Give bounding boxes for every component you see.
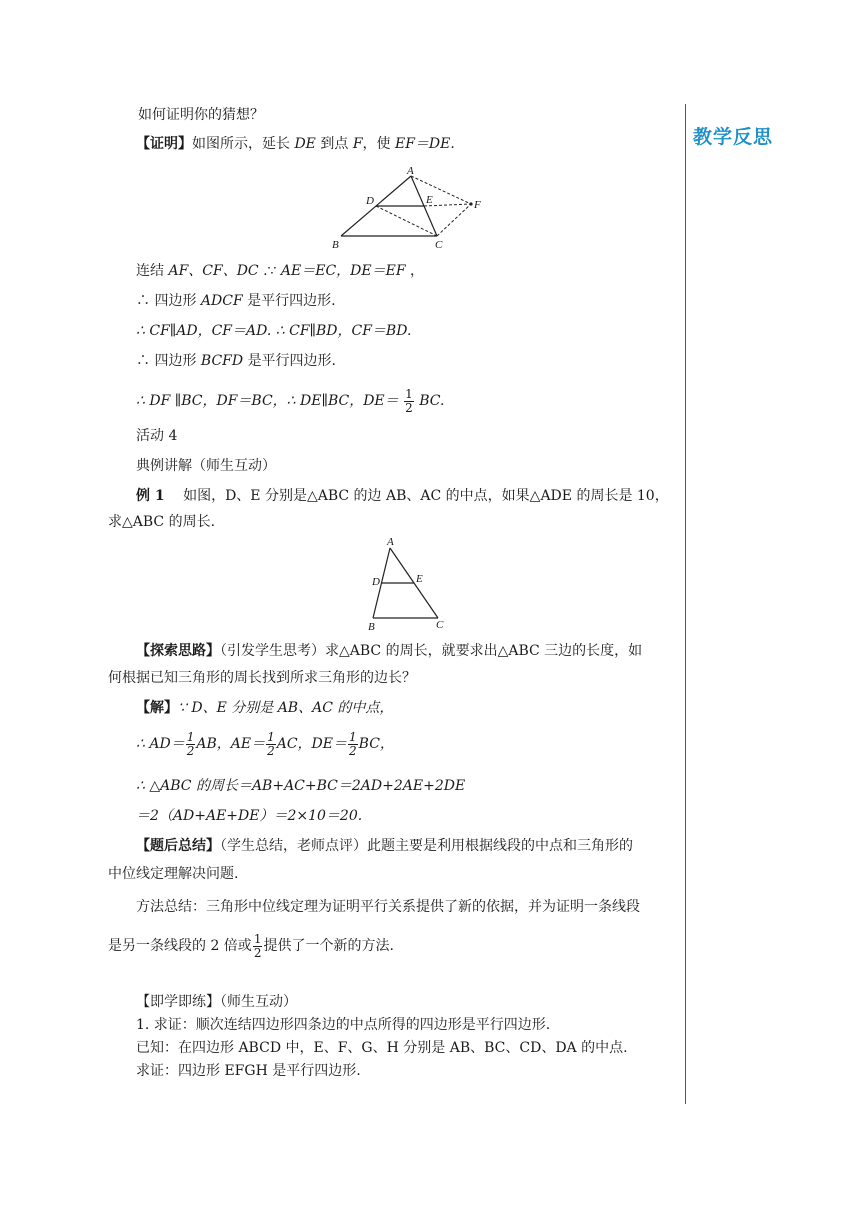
solution-line-4: ＝2（AD+AE+DE）＝2×10＝20. <box>136 808 363 824</box>
proof-step-3: ∴ CF∥AD，CF＝AD. ∴ CF∥BD，CF＝BD. <box>136 323 412 339</box>
proof-label: 【证明】 <box>136 136 192 152</box>
solution-line-1: 【解】∵ D、E 分别是 AB、AC 的中点， <box>136 700 394 716</box>
proof-intro: 【证明】如图所示，延长 DE 到点 F，使 EF＝DE. <box>136 136 455 152</box>
practice-label: 【即学即练】（师生互动） <box>136 994 297 1010</box>
label-e: E <box>416 573 423 585</box>
parallelogram-proof-figure <box>325 160 490 252</box>
example-1-line-1: 例 1 如图，D、E 分别是△ABC 的边 AB、AC 的中点，如果△ADE 的周长是 10， <box>136 488 669 504</box>
label-c: C <box>435 239 443 251</box>
summary-line-2: 中位线定理解决问题. <box>108 866 239 882</box>
label-b: B <box>332 239 339 251</box>
practice-q1: 1. 求证：顺次连结四边形四条边的中点所得的四边形是平行四边形. <box>136 1017 551 1033</box>
proof-step-5: ∴ DF ∥BC，DF＝BC，∴ DE∥BC，DE＝ $\frac{1}{2}$ BC. <box>136 386 445 415</box>
summary-label: 【题后总结】 <box>136 838 220 854</box>
label-a: A <box>387 536 394 548</box>
label-a: A <box>407 165 414 177</box>
label-e: E <box>426 194 433 206</box>
explore-label: 【探索思路】 <box>136 643 220 659</box>
practice-given: 已知：在四边形 ABCD 中，E、F、G、H 分别是 AB、BC、CD、DA 的中点. <box>136 1040 628 1056</box>
practice-prove: 求证：四边形 EFGH 是平行四边形. <box>136 1063 361 1079</box>
label-d: D <box>372 576 380 588</box>
label-d: D <box>366 195 374 207</box>
margin-divider <box>685 104 686 1104</box>
activity-title: 活动 4 <box>136 428 178 444</box>
method-line-1: 方法总结：三角形中位线定理为证明平行关系提供了新的依据，并为证明一条线段 <box>136 899 640 915</box>
fraction-half: $\frac{1}{2}$ <box>405 386 413 415</box>
proof-step-1: 连结 AF、CF、DC .∵ AE＝EC，DE＝EF ， <box>136 263 424 279</box>
proof-step-4: ∴ 四边形 BCFD 是平行四边形. <box>136 353 337 369</box>
method-line-2: 是另一条线段的 2 倍或 $\frac{1}{2}$ 提供了一个新的方法. <box>108 931 394 960</box>
solution-line-2: ∴ AD＝ $\frac{1}{2}$ AB，AE＝ $\frac{1}{2}$ AC，DE＝ $\frac{1}{2}$ BC， <box>136 729 394 758</box>
label-c: C <box>436 619 444 631</box>
label-b: B <box>368 621 375 633</box>
summary-line-1: 【题后总结】（学生总结，老师点评）此题主要是利用根据线段的中点和三角形的 <box>136 838 633 854</box>
explore-line-2: 何根据已知三角形的周长找到所求三角形的边长？ <box>108 670 416 686</box>
solution-line-3: ∴ △ABC 的周长＝AB+AC+BC＝2AD+2AE+2DE <box>136 778 466 794</box>
proof-question: 如何证明你的猜想？ <box>138 107 264 123</box>
label-f: F <box>474 199 481 211</box>
triangle-figure <box>362 534 462 634</box>
example-1-line-2: 求△ABC 的周长. <box>108 514 216 530</box>
activity-subtitle: 典例讲解（师生互动） <box>136 458 276 474</box>
proof-step-2: ∴ 四边形 ADCF 是平行四边形. <box>136 293 336 309</box>
example-label: 例 1 <box>136 488 165 504</box>
explore-line-1: 【探索思路】（引发学生思考）求△ABC 的周长，就要求出△ABC 三边的长度，如 <box>136 643 643 659</box>
reflection-heading: 教学反思 <box>693 126 774 148</box>
solution-label: 【解】 <box>136 700 178 716</box>
